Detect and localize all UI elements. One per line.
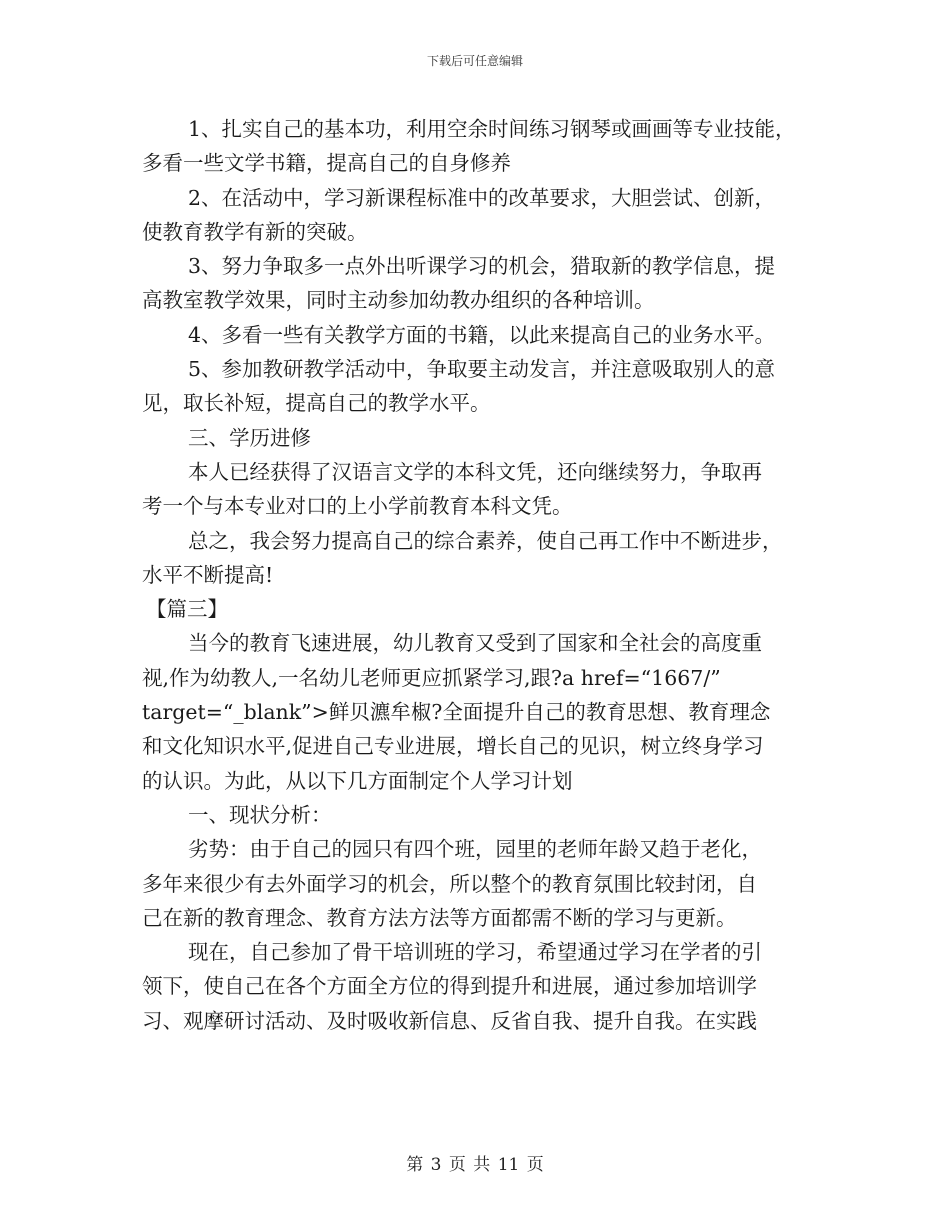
text-line: 总之，我会努力提高自己的综合素养，使自己再工作中不断进步， xyxy=(188,528,783,553)
text-line: 劣势：由于自己的园只有四个班，园里的老师年龄又趋于老化， xyxy=(188,837,762,862)
text-line: 当今的教育飞速进展，幼儿教育又受到了国家和全社会的高度重 xyxy=(188,631,762,656)
text-line: 视,作为幼教人,一名幼儿老师更应抓紧学习,跟?a href=“1667/” xyxy=(142,665,721,690)
text-line: 见，取长补短，提高自己的教学水平。 xyxy=(142,391,491,416)
chapter-heading: 【篇三】 xyxy=(146,597,228,622)
section-heading: 一、现状分析： xyxy=(188,802,332,827)
text-line: 己在新的教育理念、教育方法方法等方面都需不断的学习与更新。 xyxy=(142,905,737,930)
text-line: 水平不断提高! xyxy=(142,562,274,587)
page-number: 第 3 页 共 11 页 xyxy=(406,1155,544,1175)
text-line: 和文化知识水平,促进自己专业进展，增长自己的见识，树立终身学习 xyxy=(142,734,764,759)
text-line: 使教育教学有新的突破。 xyxy=(142,219,368,244)
text-line: 4、多看一些有关教学方面的书籍，以此来提高自己的业务水平。 xyxy=(188,322,776,347)
text-line: target=“_blank”>鲜贝瀌牟椒?全面提升自己的教育思想、教育理念 xyxy=(142,700,771,725)
text-line: 的认识。为此，从以下几方面制定个人学习计划 xyxy=(142,768,573,793)
text-line: 5、参加教研教学活动中，争取要主动发言，并注意吸取别人的意 xyxy=(188,357,776,382)
section-heading: 三、学历进修 xyxy=(188,425,311,450)
text-line: 高教室教学效果，同时主动参加幼教办组织的各种培训。 xyxy=(142,288,655,313)
text-line: 多年来很少有去外面学习的机会，所以整个的教育氛围比较封闭，自 xyxy=(142,871,757,896)
text-line: 现在，自己参加了骨干培训班的学习，希望通过学习在学者的引 xyxy=(188,940,762,965)
text-line: 领下，使自己在各个方面全方位的得到提升和进展，通过参加培训学 xyxy=(142,974,757,999)
text-line: 多看一些文学书籍，提高自己的自身修养 xyxy=(142,151,511,176)
page-header-note: 下载后可任意编辑 xyxy=(426,54,523,68)
text-line: 2、在活动中，学习新课程标准中的改革要求，大胆尝试、创新， xyxy=(188,185,776,210)
document-body xyxy=(142,112,808,1038)
text-line: 习、观摩研讨活动、及时吸收新信息、反省自我、提升自我。在实践 xyxy=(142,1008,757,1033)
text-line: 3、努力争取多一点外出听课学习的机会，猎取新的教学信息，提 xyxy=(188,254,776,279)
text-line: 考一个与本专业对口的上小学前教育本科文凭。 xyxy=(142,494,573,519)
text-line: 1、扎实自己的基本功，利用空余时间练习钢琴或画画等专业技能， xyxy=(188,117,796,141)
text-line: 本人已经获得了汉语言文学的本科文凭，还向继续努力，争取再 xyxy=(188,459,762,484)
